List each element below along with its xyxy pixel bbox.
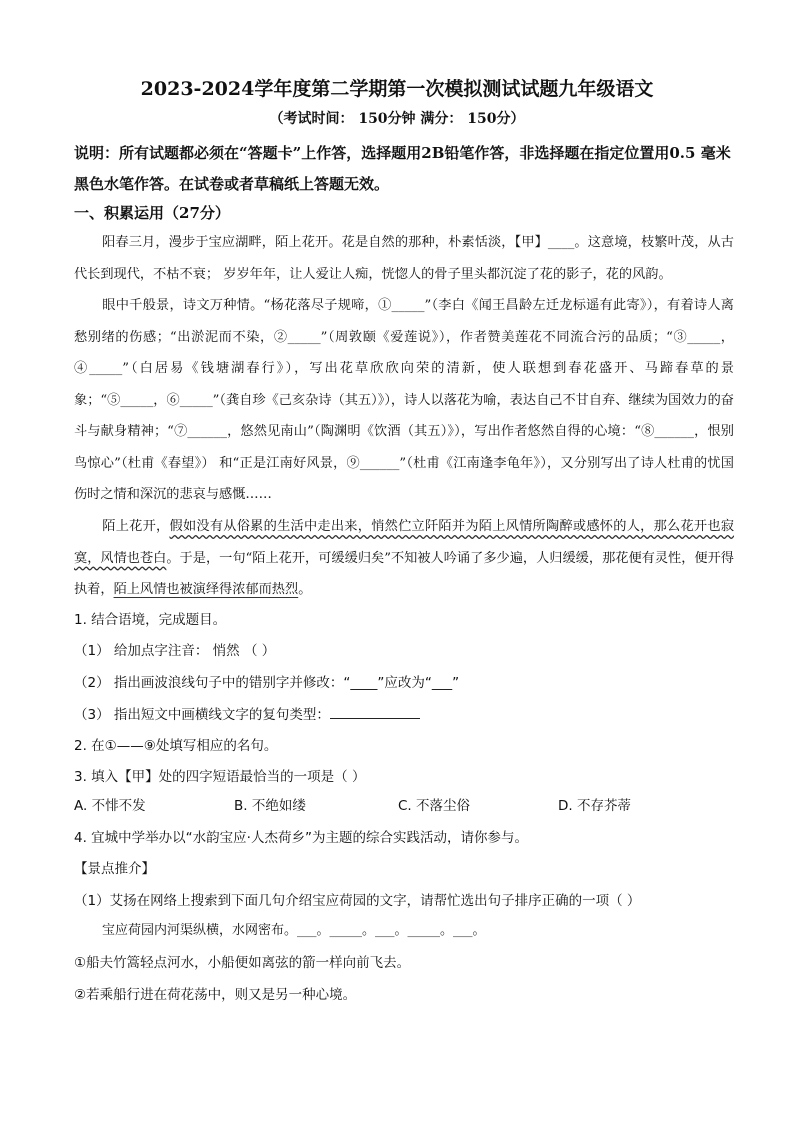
section-heading: 一、积累运用（27分） <box>74 204 230 222</box>
question-1-3-text: （3） 指出短文中画横线文字的复句类型： <box>74 707 330 723</box>
passage-text-2: 眼中千般景，诗文万种情。“杨花落尽子规啼，①_____”（李白《闻王昌龄左迁龙标遥有此寄》），有着诗人离愁别绪的伤感；“出淤泥而不染，②_____”（周敦颐《爱莲说》），作者赞美莲花不同流合污的品质；“③_____，④_____”（白居易《钱塘湖春行》），写出花草欣欣向荣的清新，使人联想到春花盛开、马蹄春草的景象；“⑤_____，⑥_____”（龚自珍《己亥杂诗（其五）》），诗人以落花为喻，表达自己不甘自弃、继续为国效力的奋斗与献身精神；“⑦______，悠然见南山”（陶渊明《饮酒（其五）》），写出作者悠然自得的心境：“⑧______，恨别鸟惊心”（杜甫《春望》） 和“正是江南好风景，⑨______”（杜甫《江南逢李龟年》），又分别写出了诗人杜甫的忧国伤时之情和深沉的悲哀与感慨…… <box>74 298 734 502</box>
wavy-underlined-sentence: 假如没有从俗累的生活中走出来，悄然伫立阡陌并为陌上风情所陶醉或感怀的人，那么花开也寂寞，风情也苍白 <box>74 519 735 566</box>
question-2: 2. 在①——⑨处填写相应的名句。 <box>74 738 278 754</box>
question-3: 3. 填入【甲】处的四字短语最恰当的一项是（ ） <box>74 769 366 785</box>
question-1-3 <box>74 703 734 723</box>
scenic-heading: 【景点推介】 <box>74 861 155 877</box>
option-b: B. 不绝如缕 <box>234 798 306 814</box>
underlined-sentence: 陌上风情也被演绎得浓郁而热烈 <box>113 582 299 597</box>
passage-paragraph-1 <box>74 227 734 290</box>
sentence-2: ②若乘船行进在荷花荡中，则又是另一种心境。 <box>74 987 357 1003</box>
sentence-1: ①船夫竹篙轻点河水，小船便如离弦的箭一样向前飞去。 <box>74 955 411 971</box>
passage3-part-e: 。 <box>298 582 312 597</box>
question-1-2: （2） 指出画波浪线句子中的错别字并修改：“____”应改为“___” <box>74 675 460 691</box>
instructions: 说明：所有试题都必须在“答题卡”上作答，选择题用2B铅笔作答，非选择题在指定位置用0.5 毫米黑色水笔作答。在试卷或者草稿纸上答题无效。 <box>74 144 731 193</box>
question-4: 4. 宜城中学举办以“水韵宝应·人杰荷乡”为主题的综合实践活动，请你参与。 <box>74 830 528 846</box>
option-a: A. 不悱不发 <box>74 798 146 814</box>
passage-text-1: 阳春三月，漫步于宝应湖畔，陌上花开。花是自然的那种，朴素恬淡，【甲】____。这意境，枝繁叶茂，从古代长到现代，不枯不衰； 岁岁年年，让人爱让人痴，恍惚人的骨子里头都沉淀了花的影子，花的风韵。 <box>74 235 734 282</box>
passage-paragraph-2 <box>74 290 734 511</box>
exam-info: （考试时间： 150分钟 满分： 150分） <box>269 111 525 127</box>
question-1: 1. 结合语境，完成题目。 <box>74 612 227 628</box>
passage3-part-a: 陌上花开， <box>102 519 170 534</box>
question-4-1: （1）艾扬在网络上搜索到下面几句介绍宝应荷园的文字，请帮忙选出句子排序正确的一项（ ） <box>74 893 641 909</box>
passage3-part-c: 。于是，一句“陌上花开，可缓缓归矣”不知被人吟诵了多少遍，人归缓缓，那花便有灵性，便开得执着， <box>74 550 734 597</box>
sorting-prompt: 宝应荷园内河渠纵横，水网密布。___。_____。___。_____。___。 <box>102 923 486 938</box>
answer-blank <box>330 704 420 719</box>
passage-paragraph-3 <box>74 511 734 606</box>
question-1-1: （1） 给加点字注音： 悄然 （ ） <box>74 643 276 659</box>
page-title: 2023-2024学年度第二学期第一次模拟测试试题九年级语文 <box>140 78 654 100</box>
option-c: C. 不落尘俗 <box>398 798 471 814</box>
option-d: D. 不存芥蒂 <box>558 798 631 814</box>
